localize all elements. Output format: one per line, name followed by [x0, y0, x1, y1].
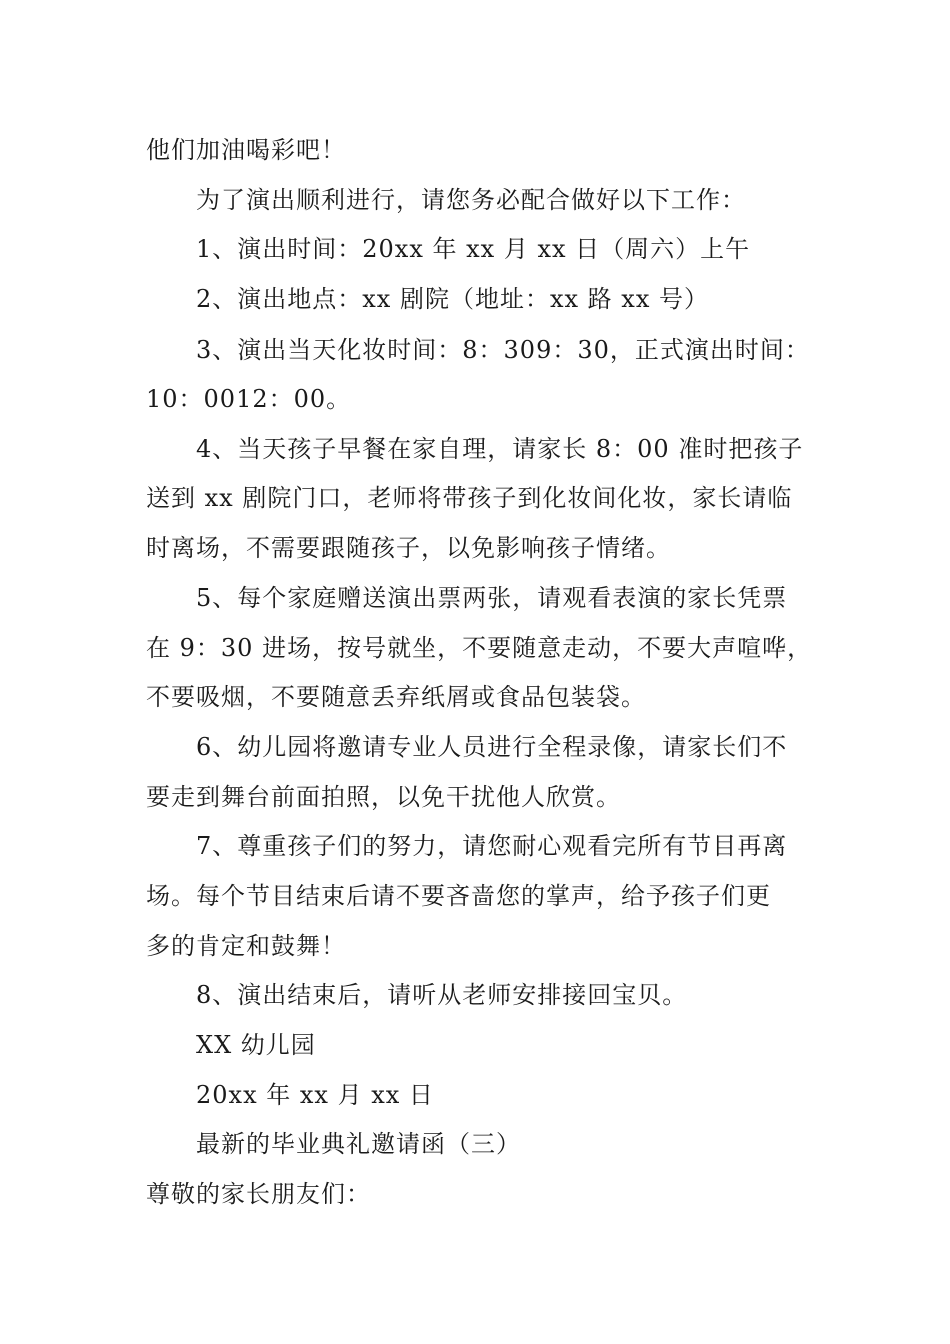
paragraph-line: 在 9：30 进场，按号就坐，不要随意走动，不要大声喧哗， — [146, 634, 813, 662]
paragraph-line: 送到 xx 剧院门口，老师将带孩子到化妆间化妆，家长请临 — [146, 484, 793, 512]
list-item-performance-venue: 2、演出地点：xx 剧院（地址：xx 路 xx 号） — [196, 285, 709, 313]
paragraph-line: 场。每个节目结束后请不要吝啬您的掌声，给予孩子们更 — [146, 882, 771, 910]
list-item-pickup: 8、演出结束后，请听从老师安排接回宝贝。 — [196, 981, 688, 1009]
list-item-performance-time: 1、演出时间：20xx 年 xx 月 xx 日（周六）上午 — [196, 235, 751, 263]
paragraph-line: 多的肯定和鼓舞！ — [146, 932, 346, 960]
paragraph-line: 不要吸烟，不要随意丢弃纸屑或食品包装袋。 — [146, 683, 646, 711]
list-item-recording: 6、幼儿园将邀请专业人员进行全程录像，请家长们不 — [196, 733, 788, 761]
list-item-respect: 7、尊重孩子们的努力，请您耐心观看完所有节目再离 — [196, 832, 788, 860]
paragraph-line: 10：0012：00。 — [146, 385, 352, 413]
list-item-tickets: 5、每个家庭赠送演出票两张，请观看表演的家长凭票 — [196, 584, 788, 612]
salutation: 尊敬的家长朋友们： — [146, 1180, 371, 1208]
signature-date: 20xx 年 xx 月 xx 日 — [196, 1081, 434, 1109]
section-heading: 最新的毕业典礼邀请函（三） — [196, 1130, 521, 1158]
list-item-breakfast: 4、当天孩子早餐在家自理，请家长 8：00 准时把孩子 — [196, 435, 804, 463]
paragraph-line: 为了演出顺利进行，请您务必配合做好以下工作： — [196, 186, 746, 214]
paragraph-line: 时离场，不需要跟随孩子，以免影响孩子情绪。 — [146, 534, 671, 562]
list-item-makeup-time: 3、演出当天化妆时间：8：309：30，正式演出时间： — [196, 336, 810, 364]
paragraph-line: 要走到舞台前面拍照，以免干扰他人欣赏。 — [146, 783, 621, 811]
signature-organization: XX 幼儿园 — [196, 1031, 316, 1059]
paragraph-line: 他们加油喝彩吧！ — [146, 136, 346, 164]
